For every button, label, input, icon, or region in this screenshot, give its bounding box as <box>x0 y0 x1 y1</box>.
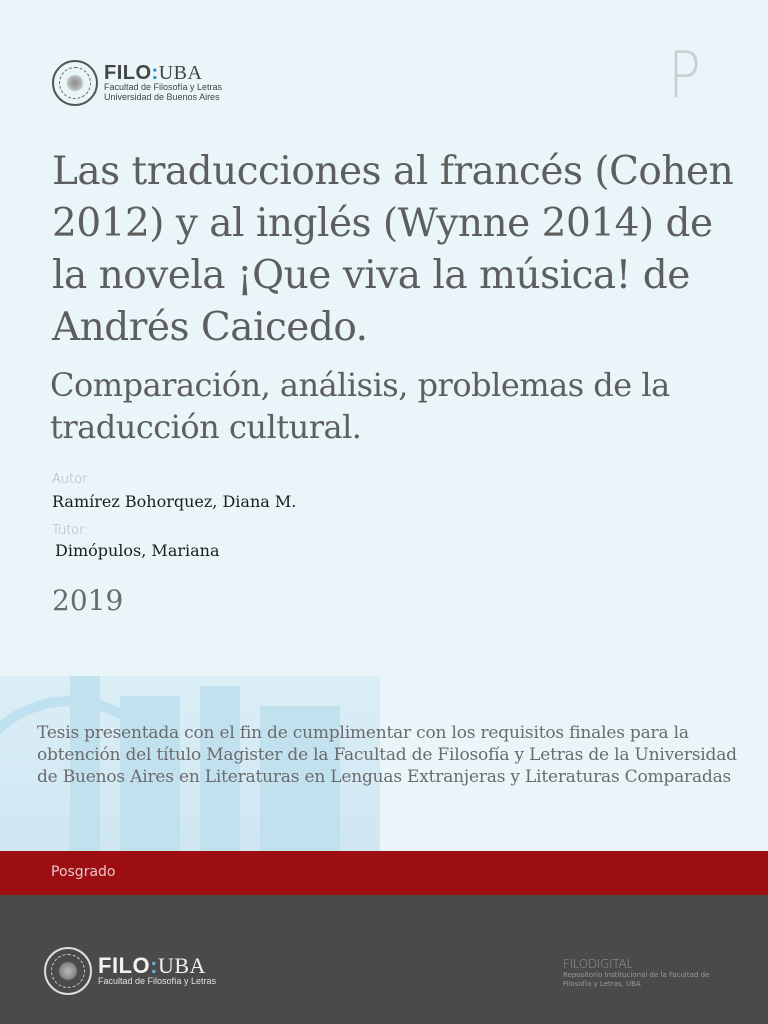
footer-brand-separator: : <box>150 953 158 979</box>
footer-brand-filo: FILO <box>98 953 151 979</box>
logo-text <box>104 63 222 103</box>
document-subtitle: Comparación, análisis, problemas de la traducción cultural. <box>50 366 670 446</box>
repository-name: FILODIGITAL <box>563 957 633 971</box>
uba-seal-icon <box>52 60 98 106</box>
brand-filo: FILO <box>104 62 152 85</box>
author-label: Autor: <box>52 472 92 487</box>
footer-uba-seal-icon <box>44 947 92 995</box>
logo-line1: Facultad de Filosofía y Letras <box>104 82 223 93</box>
footer-filo-uba-logo <box>44 947 216 995</box>
brand-uba: UBA <box>158 62 203 85</box>
logo-line2: Universidad de Buenos Aires <box>104 92 220 102</box>
publication-year: 2019 <box>52 584 124 617</box>
author-name: Ramírez Bohorquez, Diana M. <box>52 492 297 511</box>
posgrado-bar <box>0 851 768 895</box>
tutor-label: Tutor: <box>52 523 89 538</box>
footer-brand-uba: UBA <box>157 953 206 979</box>
footer-logo-text <box>98 955 216 987</box>
section-label: Posgrado <box>51 864 116 880</box>
footer-logo-line1: Facultad de Filosofía y Letras <box>98 976 217 987</box>
brand-separator: : <box>151 62 159 85</box>
document-title: Las traducciones al francés (Cohen 2012) y al inglés (Wynne 2014) de la novela ¡Que viva la música! de Andrés Caicedo. <box>52 149 734 350</box>
logo-brand <box>104 63 222 83</box>
footer-logo-brand <box>98 955 216 977</box>
posgrado-p-mark: P <box>668 39 701 113</box>
tutor-name: Dimópulos, Mariana <box>55 541 220 560</box>
filo-uba-logo <box>52 60 222 106</box>
footer <box>0 895 768 1024</box>
repository-description: Repositorio Institucional de la Facultad de Filosofía y Letras, UBA <box>563 971 710 988</box>
thesis-note: Tesis presentada con el fin de cumplimentar con los requisitos finales para la obtención del título Magister de la Facultad de Filosofía y Letras de la Universidad de Buenos Aires en Literaturas en Lenguas Extranjeras y Literaturas Comparadas <box>37 723 737 787</box>
filodigital-logo <box>563 957 713 989</box>
